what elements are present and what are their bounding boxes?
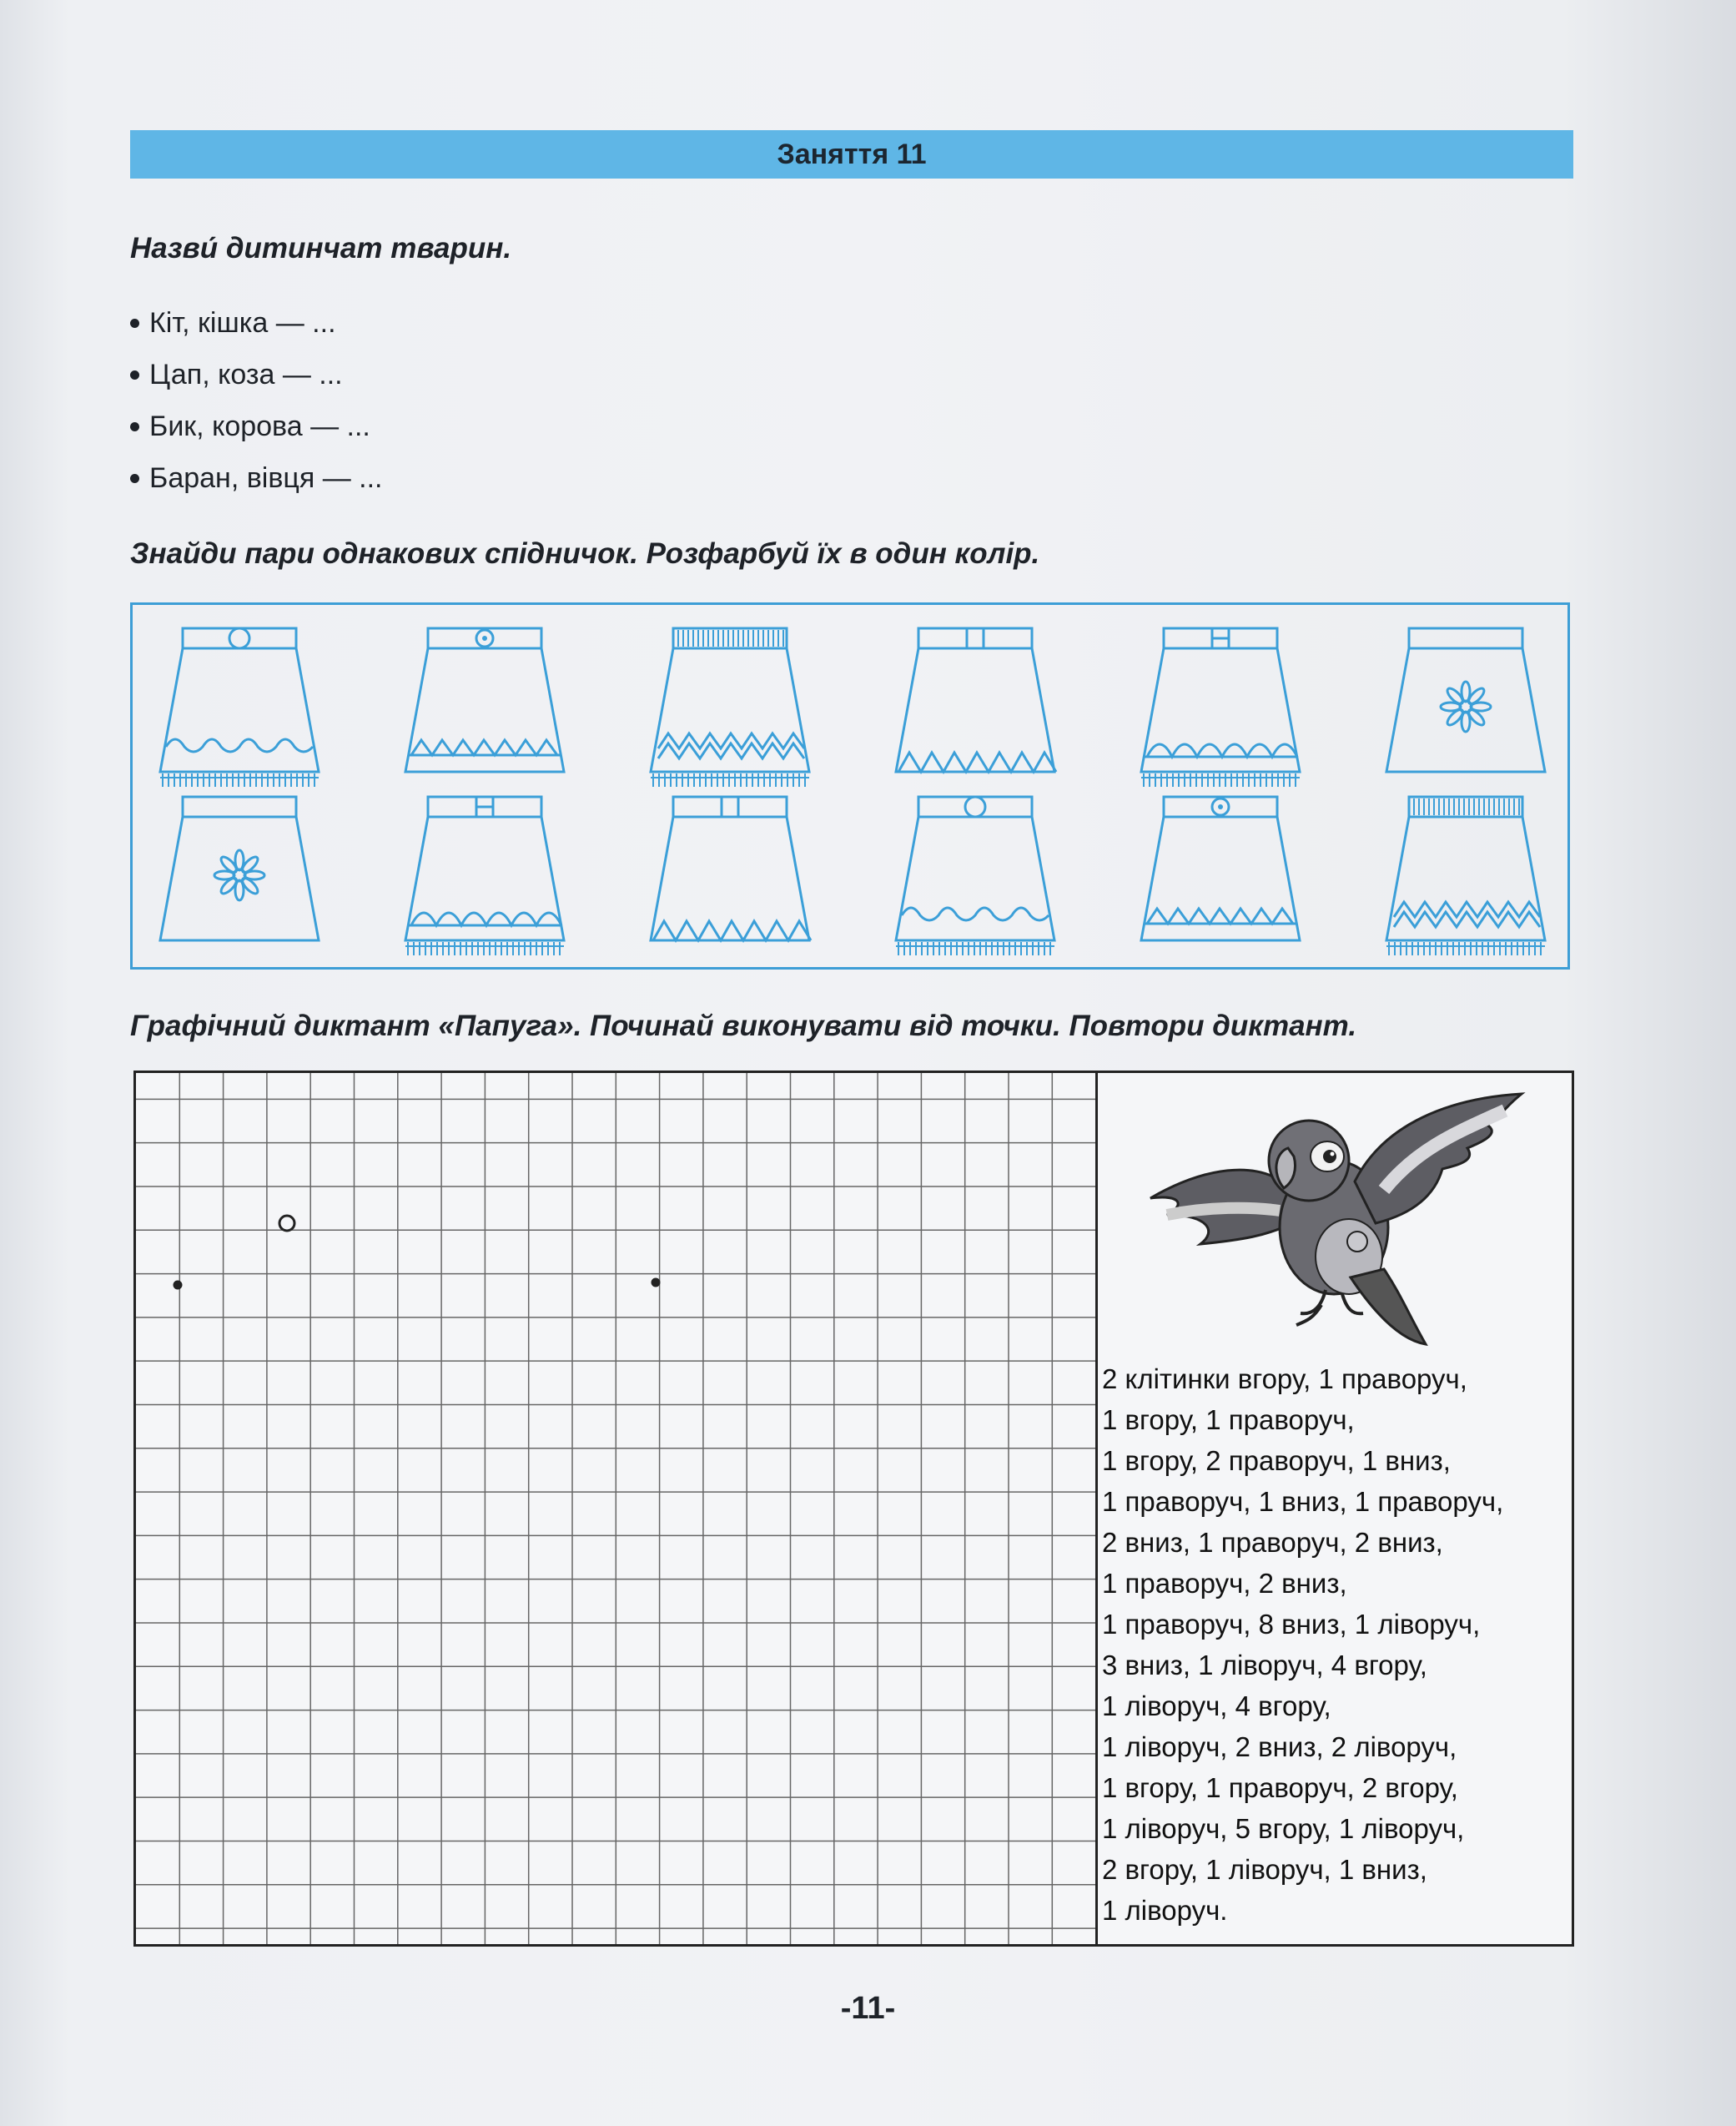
instruction-line: 1 ліворуч, 4 вгору,	[1102, 1690, 1331, 1721]
list-item: Цап, коза — ...	[130, 349, 383, 401]
skirt-drawing[interactable]	[148, 792, 331, 959]
instruction-line: 1 ліворуч, 2 вниз, 2 ліворуч,	[1102, 1731, 1457, 1762]
squared-grid[interactable]	[136, 1073, 1098, 1944]
instruction-line: 1 вгору, 1 праворуч,	[1102, 1404, 1355, 1435]
list-item: Баран, вівця — ...	[130, 452, 383, 504]
skirt-drawing[interactable]	[883, 792, 1067, 959]
animal-list	[130, 297, 383, 504]
instruction-line: 1 праворуч, 1 вниз, 1 праворуч,	[1102, 1486, 1504, 1517]
grid-lines	[136, 1073, 1095, 1944]
instruction-line: 1 праворуч, 2 вниз,	[1102, 1568, 1347, 1599]
parrot-illustration	[1134, 1090, 1526, 1357]
instruction-line: 1 вгору, 2 праворуч, 1 вниз,	[1102, 1445, 1451, 1476]
skirt-drawing[interactable]	[1374, 792, 1557, 959]
skirts-panel	[130, 602, 1570, 970]
bullet-icon	[130, 370, 139, 380]
list-item: Кіт, кішка — ...	[130, 297, 383, 349]
skirt-drawing[interactable]	[148, 623, 331, 790]
start-point-marker	[279, 1216, 294, 1231]
skirt-drawing[interactable]	[1129, 792, 1312, 959]
task2-heading: Знайди пари однакових спідничок. Розфарбуй їх в один колір.	[130, 537, 1040, 570]
list-item: Бик, корова — ...	[130, 401, 383, 452]
grid-point	[174, 1281, 182, 1289]
instruction-line: 1 ліворуч.	[1102, 1895, 1228, 1926]
skirt-drawing[interactable]	[883, 623, 1067, 790]
skirt-drawing[interactable]	[1129, 623, 1312, 790]
instruction-line: 2 клітинки вгору, 1 праворуч,	[1102, 1363, 1467, 1394]
skirt-drawing[interactable]	[1374, 623, 1557, 790]
bullet-icon	[130, 474, 139, 483]
task3-heading: Графічний диктант «Папуга». Починай виконувати від точки. Повтори диктант.	[130, 1010, 1357, 1042]
skirt-drawing[interactable]	[393, 623, 576, 790]
lesson-title: Заняття 11	[777, 138, 927, 170]
grid-point	[652, 1278, 660, 1287]
task1-heading: Назви́ дитинчат тварин.	[130, 232, 512, 264]
skirt-drawing[interactable]	[638, 792, 822, 959]
instruction-line: 1 праворуч, 8 вниз, 1 ліворуч,	[1102, 1609, 1481, 1640]
instruction-line: 2 вниз, 1 праворуч, 2 вниз,	[1102, 1527, 1443, 1558]
page-number: -11-	[840, 1991, 896, 2026]
dictation-instructions	[1102, 1358, 1503, 1931]
skirt-drawing[interactable]	[638, 623, 822, 790]
lesson-title-bar	[130, 130, 1573, 179]
skirt-drawing[interactable]	[393, 792, 576, 959]
instruction-line: 2 вгору, 1 ліворуч, 1 вниз,	[1102, 1854, 1427, 1885]
instruction-line: 1 ліворуч, 5 вгору, 1 ліворуч,	[1102, 1813, 1465, 1844]
instruction-line: 3 вниз, 1 ліворуч, 4 вгору,	[1102, 1650, 1427, 1680]
bullet-icon	[130, 422, 139, 431]
instruction-line: 1 вгору, 1 праворуч, 2 вгору,	[1102, 1772, 1458, 1803]
dictation-panel	[133, 1071, 1574, 1947]
bullet-icon	[130, 319, 139, 328]
